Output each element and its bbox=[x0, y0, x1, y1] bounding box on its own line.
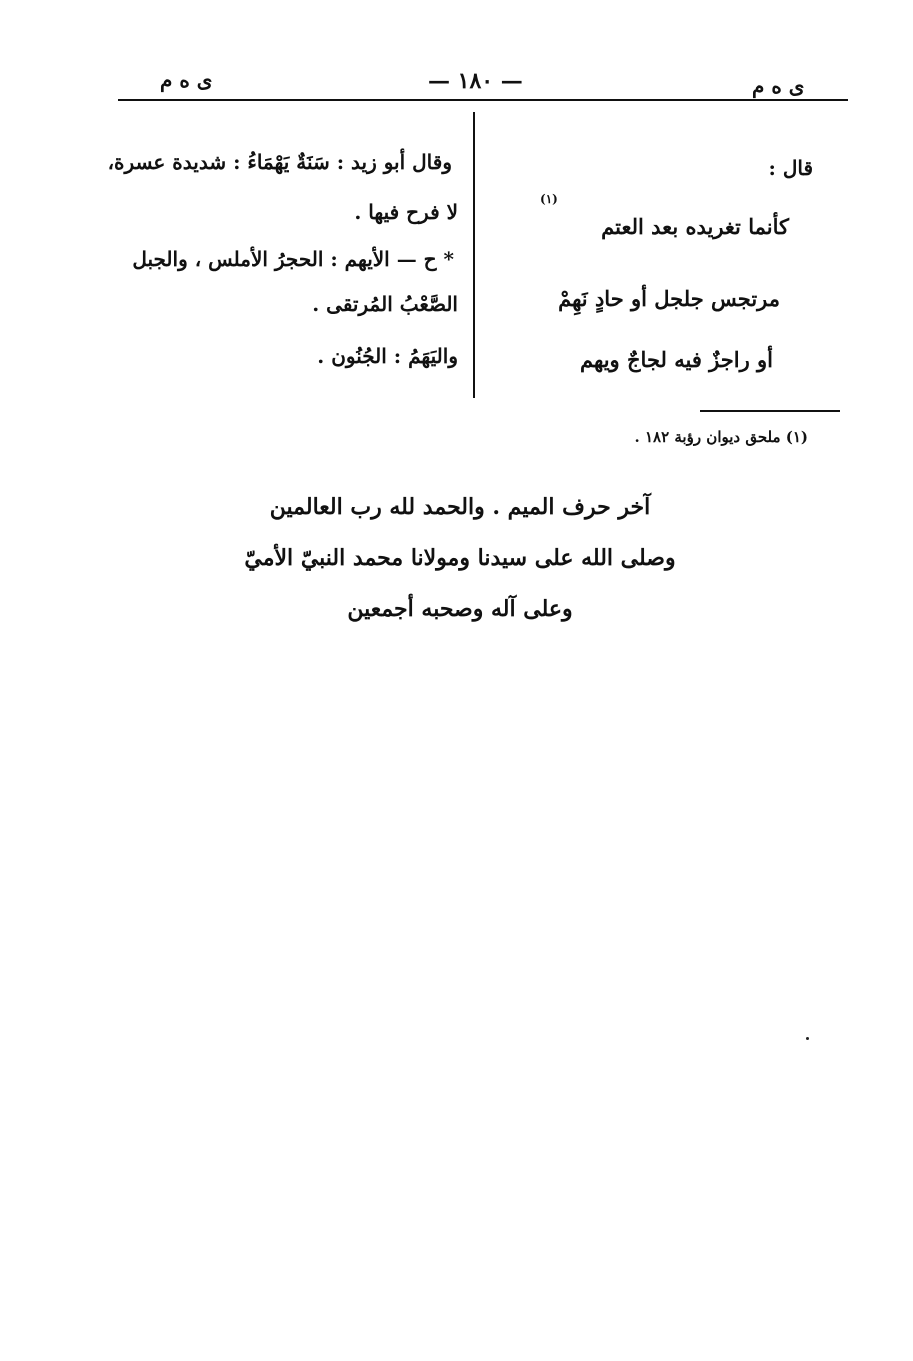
commentary-line-2: لا فرح فيها . bbox=[354, 200, 458, 224]
page-number: — ١٨٠ — bbox=[428, 68, 523, 94]
verse-line-2: مرتجس جلجل أو حادٍ نَهِمْ bbox=[558, 286, 780, 311]
closing-line-1: آخر حرف الميم . والحمد لله رب العالمين bbox=[269, 494, 651, 520]
closing-line-3: وعلى آله وصحبه أجمعين bbox=[347, 596, 573, 622]
commentary-line-3: * ح — الأيهم : الحجرُ الأملس ، والجبل bbox=[132, 247, 454, 271]
footnote-rule bbox=[700, 410, 840, 412]
footnote-marker: (١) bbox=[540, 192, 558, 206]
verse-line-1: كأنما تغريده بعد العتم bbox=[601, 214, 789, 239]
column-divider bbox=[473, 112, 475, 398]
footnote-text: (١) ملحق ديوان رؤبة ١٨٢ . bbox=[634, 428, 808, 446]
scan-speck bbox=[806, 1037, 809, 1040]
header-root-word-left: ى ه م bbox=[160, 68, 213, 92]
intro-label: قال : bbox=[768, 156, 813, 180]
header-rule bbox=[118, 99, 848, 101]
verse-line-3: أو راجزٌ فيه لجاجٌ ويهم bbox=[580, 347, 773, 372]
closing-line-2: وصلى الله على سيدنا ومولانا محمد النبيّ الأميّ bbox=[244, 545, 676, 571]
commentary-line-4: الصَّعْبُ المُرتقى . bbox=[312, 292, 458, 316]
commentary-line-5: واليَهَمُ : الجُنُون . bbox=[317, 344, 458, 368]
commentary-line-1: وقال أبو زيد : سَنَةٌ يَهْمَاءُ : شديدة عسرة، bbox=[107, 150, 452, 174]
header-root-word-right: ى ه م bbox=[752, 74, 805, 98]
